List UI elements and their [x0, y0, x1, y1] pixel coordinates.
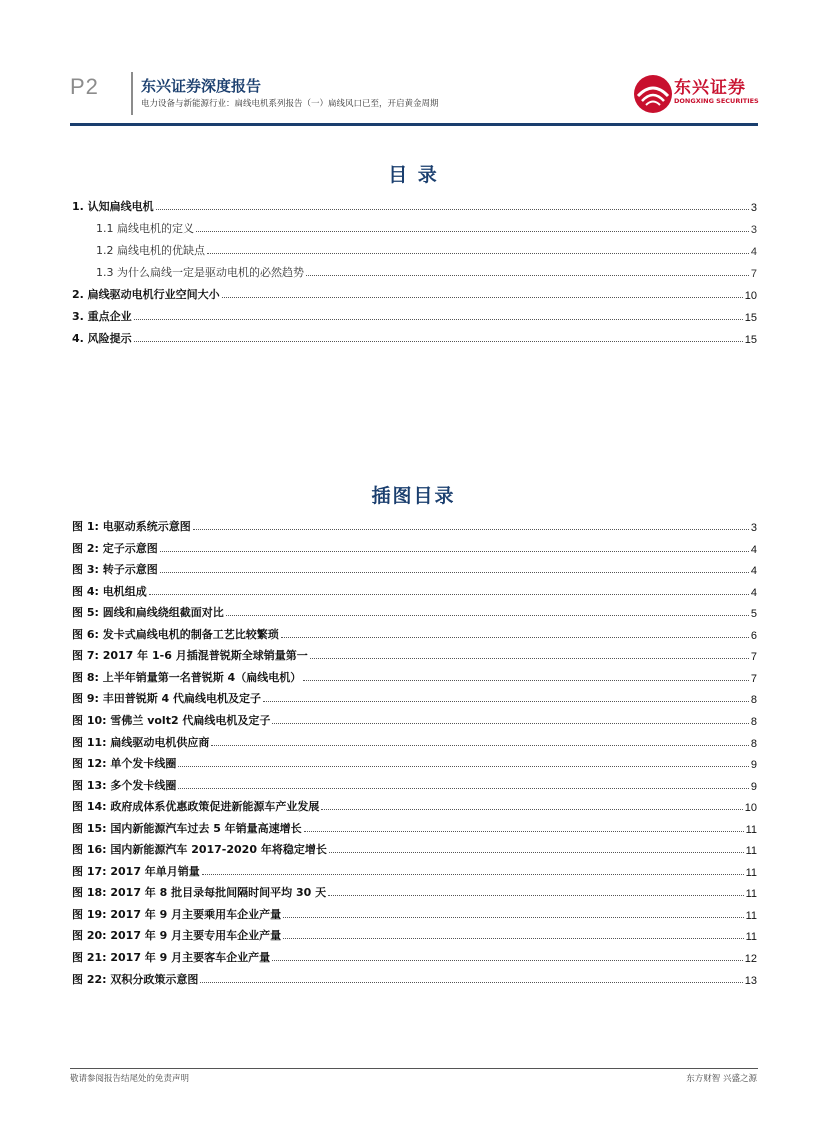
toc-entry-page: 3 [750, 224, 757, 236]
figure-entry-label: 图 3: 转子示意图 [72, 563, 158, 576]
figure-entry[interactable] [72, 538, 757, 556]
figure-entry-label: 图 18: 2017 年 8 批目录每批间隔时间平均 30 天 [72, 886, 327, 899]
footer-rule [70, 1068, 758, 1069]
figure-entry[interactable] [72, 710, 757, 728]
figure-entry-page: 9 [750, 781, 757, 793]
toc-entry-label: 1.1 扁线电机的定义 [96, 222, 194, 235]
logo-en-text: DONGXING SECURITIES [674, 97, 759, 105]
figure-entry-label: 图 15: 国内新能源汽车过去 5 年销量高速增长 [72, 822, 302, 835]
toc-entry-page: 3 [750, 202, 757, 214]
leader-dots [134, 341, 743, 342]
figure-entry-label: 图 14: 政府成体系优惠政策促进新能源车产业发展 [72, 800, 320, 813]
leader-dots [272, 723, 748, 724]
figure-entry-label: 图 4: 电机组成 [72, 585, 147, 598]
report-title: 东兴证券深度报告 [141, 77, 262, 95]
figure-entry-label: 图 19: 2017 年 9 月主要乘用车企业产量 [72, 908, 282, 921]
leader-dots [178, 766, 749, 767]
figure-entry-label: 图 7: 2017 年 1-6 月插混普锐斯全球销量第一 [72, 649, 308, 662]
leader-dots [304, 831, 744, 832]
leader-dots [200, 982, 742, 983]
figure-entry[interactable] [72, 861, 757, 879]
leader-dots [306, 275, 749, 276]
figure-entry-page: 12 [744, 953, 757, 965]
figure-entry[interactable] [72, 645, 757, 663]
toc-entry-label: 2. 扁线驱动电机行业空间大小 [72, 288, 220, 301]
figure-entry-label: 图 2: 定子示意图 [72, 542, 158, 555]
leader-dots [328, 895, 743, 896]
figure-entry[interactable] [72, 516, 757, 534]
toc-title: 目 录 [388, 164, 439, 186]
leader-dots [226, 615, 749, 616]
toc-entry-page: 7 [750, 268, 757, 280]
leader-dots [178, 788, 749, 789]
footer-slogan: 东方财智 兴盛之源 [686, 1074, 757, 1084]
page-number: P2 [70, 74, 99, 99]
leader-dots [272, 960, 743, 961]
figure-entry-label: 图 1: 电驱动系统示意图 [72, 520, 191, 533]
figure-entry-page: 6 [750, 630, 757, 642]
figure-list-title: 插图目录 [371, 485, 456, 507]
figure-entry-page: 13 [744, 975, 757, 987]
figure-entry[interactable] [72, 775, 757, 793]
header-divider [131, 72, 133, 115]
toc-entry-label: 3. 重点企业 [72, 310, 132, 323]
figure-entry-page: 5 [750, 608, 757, 620]
figure-entry-page: 8 [750, 694, 757, 706]
figure-entry-page: 11 [745, 888, 757, 900]
figure-entry-page: 11 [745, 867, 757, 879]
figure-entry[interactable] [72, 732, 757, 750]
toc-entry-label: 1.2 扁线电机的优缺点 [96, 244, 205, 257]
figure-entry-page: 11 [745, 845, 757, 857]
figure-entry-label: 图 12: 单个发卡线圈 [72, 757, 177, 770]
leader-dots [303, 680, 749, 681]
toc-entry[interactable] [96, 218, 757, 236]
toc-entry[interactable] [72, 306, 757, 324]
figure-entry[interactable] [72, 624, 757, 642]
toc-entry[interactable] [96, 262, 757, 280]
figure-entry[interactable] [72, 753, 757, 771]
toc-entry-page: 15 [744, 334, 757, 346]
leader-dots [283, 938, 743, 939]
figure-entry-label: 图 21: 2017 年 9 月主要客车企业产量 [72, 951, 271, 964]
toc-entry-page: 15 [744, 312, 757, 324]
figure-entry[interactable] [72, 969, 757, 987]
leader-dots [160, 572, 749, 573]
figure-entry[interactable] [72, 839, 757, 857]
leader-dots [281, 637, 749, 638]
leader-dots [222, 297, 743, 298]
toc-entry[interactable] [96, 240, 757, 258]
figure-entry[interactable] [72, 947, 757, 965]
figure-entry-label: 图 10: 雪佛兰 volt2 代扁线电机及定子 [72, 714, 271, 727]
figure-entry[interactable] [72, 559, 757, 577]
figure-entry-page: 4 [750, 544, 757, 556]
figure-entry[interactable] [72, 667, 757, 685]
figure-entry[interactable] [72, 904, 757, 922]
figure-entry-page: 7 [750, 673, 757, 685]
toc-entry-label: 4. 风险提示 [72, 332, 132, 345]
figure-entry-page: 10 [744, 802, 757, 814]
figure-entry[interactable] [72, 925, 757, 943]
logo-cn-text: 东兴证券 [674, 78, 746, 98]
leader-dots [207, 253, 749, 254]
figure-entry[interactable] [72, 581, 757, 599]
figure-entry-label: 图 13: 多个发卡线圈 [72, 779, 177, 792]
figure-entry[interactable] [72, 818, 757, 836]
leader-dots [149, 594, 749, 595]
toc-entry-page: 10 [744, 290, 757, 302]
figure-entry-page: 11 [745, 910, 757, 922]
leader-dots [211, 745, 749, 746]
figure-entry[interactable] [72, 602, 757, 620]
figure-entry-page: 8 [750, 716, 757, 728]
figure-entry-page: 3 [750, 522, 757, 534]
figure-entry-page: 4 [750, 587, 757, 599]
leader-dots [321, 809, 742, 810]
figure-entry[interactable] [72, 796, 757, 814]
figure-entry-label: 图 17: 2017 年单月销量 [72, 865, 200, 878]
toc-entry-page: 4 [750, 246, 757, 258]
report-subtitle: 电力设备与新能源行业：扁线电机系列报告（一）扁线风口已至，开启黄金周期 [141, 99, 439, 109]
leader-dots [156, 209, 749, 210]
toc-entry-label: 1. 认知扁线电机 [72, 200, 154, 213]
figure-entry-label: 图 16: 国内新能源汽车 2017-2020 年将稳定增长 [72, 843, 327, 856]
figure-entry-page: 11 [745, 824, 757, 836]
header-rule [70, 123, 758, 126]
figure-entry-label: 图 20: 2017 年 9 月主要专用车企业产量 [72, 929, 282, 942]
leader-dots [193, 529, 749, 530]
figure-entry-label: 图 22: 双积分政策示意图 [72, 973, 199, 986]
figure-entry[interactable] [72, 882, 757, 900]
leader-dots [310, 658, 749, 659]
toc-entry-label: 1.3 为什么扁线一定是驱动电机的必然趋势 [96, 266, 304, 279]
figure-entry[interactable] [72, 688, 757, 706]
figure-entry-page: 9 [750, 759, 757, 771]
leader-dots [202, 874, 744, 875]
leader-dots [263, 701, 749, 702]
leader-dots [196, 231, 749, 232]
figure-entry-page: 11 [745, 931, 757, 943]
footer-disclaimer: 敬请参阅报告结尾处的免责声明 [70, 1074, 190, 1084]
figure-entry-label: 图 11: 扁线驱动电机供应商 [72, 736, 210, 749]
figure-entry-page: 4 [750, 565, 757, 577]
figure-entry-page: 8 [750, 738, 757, 750]
figure-entry-label: 图 9: 丰田普锐斯 4 代扁线电机及定子 [72, 692, 262, 705]
figure-entry-label: 图 8: 上半年销量第一名普锐斯 4（扁线电机） [72, 671, 302, 684]
figure-entry-label: 图 6: 发卡式扁线电机的制备工艺比较繁琐 [72, 628, 279, 641]
figure-entry-label: 图 5: 圆线和扁线绕组截面对比 [72, 606, 224, 619]
toc-entry[interactable] [72, 328, 757, 346]
figure-entry-page: 7 [750, 651, 757, 663]
leader-dots [160, 551, 749, 552]
leader-dots [134, 319, 743, 320]
toc-entry[interactable] [72, 284, 757, 302]
leader-dots [283, 917, 743, 918]
leader-dots [329, 852, 744, 853]
toc-entry[interactable] [72, 196, 757, 214]
